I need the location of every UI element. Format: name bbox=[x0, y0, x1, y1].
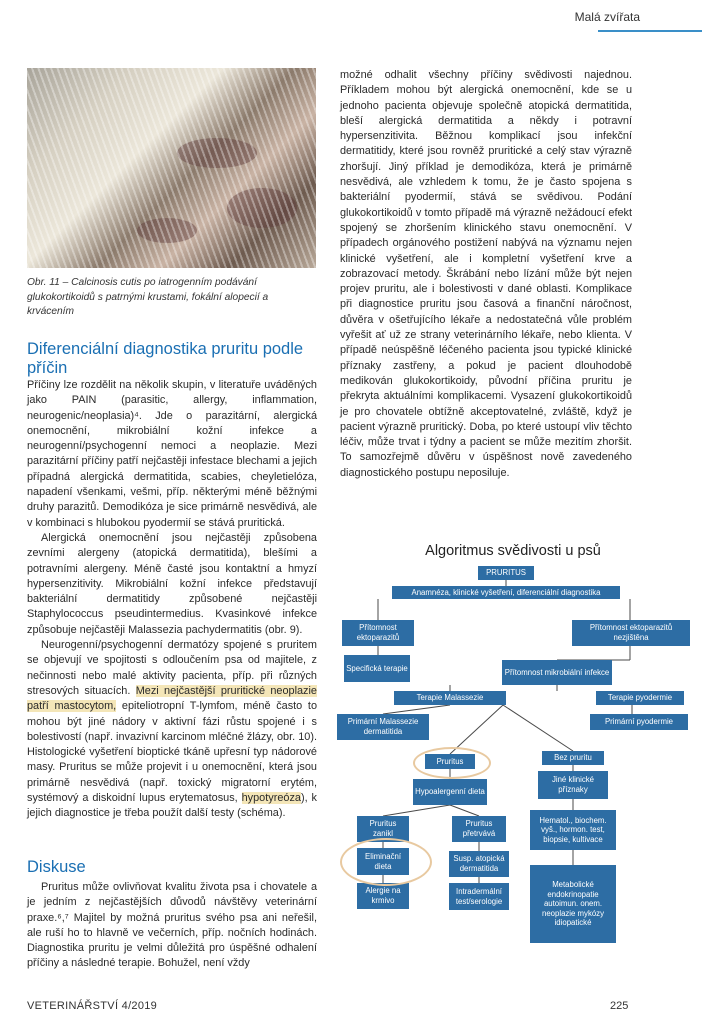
node-pruritus: PRURITUS bbox=[478, 566, 534, 580]
node-intradermalni: Intradermální test/serologie bbox=[449, 883, 509, 910]
node-pruritus-pretrvava: Pruritus přetrvává bbox=[452, 816, 506, 842]
text-run: ), k jejich diagnostice je třeba použít další testy (schéma). bbox=[27, 792, 318, 820]
text-run: Neurogenní/psychogenní dermatózy spojené s pruritem se objevují ve spojitosti s odloučením psa od majitele, z nečinnosti nebo malé aktivity pacienta, příp. při různých stresových situacích. bbox=[27, 639, 317, 697]
node-terapie-malassezie: Terapie Malassezie bbox=[394, 691, 506, 705]
node-mikrobialni-infekce: Přítomnost mikrobiální infekce bbox=[502, 660, 612, 685]
node-susp-atopicka: Susp. atopická dermatitida bbox=[449, 851, 509, 877]
node-eliminacni-dieta: Eliminační dieta bbox=[357, 848, 409, 875]
node-pruritus-zanikl: Pruritus zanikl bbox=[357, 816, 409, 842]
node-bez-pruritu: Bez pruritu bbox=[542, 751, 604, 765]
node-specificka-terapie: Specifická terapie bbox=[344, 655, 410, 682]
node-alergie-na-krmivo: Alergie na krmivo bbox=[357, 883, 409, 909]
section-heading: Diferenciální diagnostika pruritu podle příčin bbox=[27, 340, 304, 377]
node-anamneza: Anamnéza, klinické vyšetření, diferenciální diagnostika bbox=[392, 586, 620, 599]
node-ektoparazity-nezjistena: Přítomnost ektoparazitů nezjištěna bbox=[572, 620, 690, 646]
section-heading: Diskuse bbox=[27, 858, 86, 876]
paragraph: možné odhalit všechny příčiny svědivosti najednou. Příkladem mohou být alergická onemocnění, kde se u jednoho pacienta objevuje společně atopická dermatitida, bleší alergická dermatitida a někdy i potravní hypersenzitivita. Běžnou komplikací jsou infekční dermatitidy, které jsou rovněž pruritické a celý stav výrazně zhoršují. Jiný příklad je demodikóza, která je primárně nesvědivá, ale vzhledem k tomu, že je často spojena s bakteriální pyodermií, stává se svědivou. Podání glukokortikoidů v tomto případě má výrazně nežádoucí efekt spojený se zhoršením klinického stavu onemocnění. V případech orgánového postižení nabývá na významu nejen klinické vyšetření, ale i kompletní vyšetření krve a zobrazovací metody. Škrábání nebo lízání může být nejen projev pruritu, ale i bolestivosti v dané oblasti. Komplikace při diagnostice pruritu jsou časová a finanční náročnost, důvěra v ošetřujícího lékaře a nedostatečná vůle problém vyřešit ať už ze strany veterinárního lékaře, nebo klienta. V případě neúspěšně léčeného pacienta jsou typické klinické příznaky zastřeny, a pokud je pacient dlouhodobě medikován glukokortikoidy, původní příčina pruritu je překryta aktuálními komplikacemi. Vysazení glukokortikoidů je pro chovatele obtížně akceptovatelné, zvláště, když je pacient výrazně pruritický. Doba, po které ustoupí vliv těchto léčiv, může trvat i týdny a pacient se může mezitím zhoršit. To samozřejmě důvěru v úspěšnost nově zavedeného diagnostického postupu neposiluje. bbox=[340, 69, 632, 479]
running-head: Malá zvířata bbox=[574, 10, 640, 24]
node-jine-priznaky: Jiné klinické příznaky bbox=[538, 771, 608, 799]
node-pruritus-mid: Pruritus bbox=[425, 754, 475, 769]
highlighted-text: hypotyreóza bbox=[241, 792, 301, 805]
node-primarni-pyodermie: Primární pyodermie bbox=[590, 714, 688, 730]
node-ektoparazity-pritomnost: Přítomnost ektoparazitů bbox=[342, 620, 414, 646]
node-primarni-malassezie: Primární Malassezie dermatitida bbox=[337, 714, 429, 740]
page-number: 225 bbox=[610, 1000, 629, 1012]
node-hematol: Hematol., biochem. vyš., hormon. test, biopsie, kultivace bbox=[530, 810, 616, 850]
figure-caption: Obr. 11 – Calcinosis cutis po iatrogenním podávání glukokortikoidů s patrnými krustami, fokální alopecií a krvácením bbox=[27, 277, 269, 317]
node-terapie-pyodermie: Terapie pyodermie bbox=[596, 691, 684, 705]
hand-drawn-circle bbox=[340, 838, 432, 886]
paragraph: Pruritus může ovlivňovat kvalitu života psa i chovatele a je jedním z nejčastějších důvodů návštěvy veterinární praxe.⁶,⁷ Majitel by možná pruritus svého psa ani neřešil, ale ruší ho to hlavně ve večerních, příp. nočních hodinách. Diagnostika pruritu je velmi důležitá pro úspěšné odhalení příčiny a následné terapie. Bohužel, není vždy bbox=[27, 881, 317, 970]
node-metabolicke: Metabolické endokrinopatie autoimun. onem. neoplazie mykózy idiopatické bbox=[530, 865, 616, 943]
node-hypoalergenni-dieta: Hypoalergenní dieta bbox=[413, 779, 487, 805]
highlighted-text: Mezi nejčastější pruritické neoplazie patří mastocytom, bbox=[27, 684, 317, 713]
hand-drawn-circle bbox=[413, 747, 491, 779]
footer-journal: VETERINÁŘSTVÍ 4/2019 bbox=[27, 1000, 158, 1012]
text-run: epiteliotropní T-lymfom, méně často to mohou být jiné nádory v aktivní fázi růstu spojené i s bolestivostí (např. invazivní karcinom mléčné žlázy, obr. 10). Histologické vyšetření bioptické tkáně upřesní typ nádorové masy. Pruritus se může projevit i u onemocnění, která jsou primárně nesvědivá (např. toxický migratorní erytém, systémový a diskoidní lupus erytematosus, bbox=[27, 700, 318, 805]
paragraph: Příčiny lze rozdělit na několik skupin, v literatuře uváděných jako PAIN (parasitic, allergy, inflammation, neurogenic/neoplasia)⁴. Jde o parazitární, alergická onemocnění, mikrobiální kožní infekce a neurogenní/psychogenní nemoci a neoplazie. Mezi parazitární příčiny patří nejčastěji infestace blechami a jejich případná alergická dermatitida, scabies, cheyletielóza, napadení všenkami, vešmi, příp. některými méně běžnými druhy parazitů. Demodikóza je sice primárně nesvědivá, ale v kombinaci s hlubokou pyodermií se stává pruritická. bbox=[27, 379, 317, 529]
paragraph: Alergická onemocnění jsou nejčastěji způsobena zevními alergeny (atopická dermatitida), blešími a potravními alergeny. Méně časté jsou kontaktní a hmyzí hypersenzitivity. Mikrobiální kožní infekce představují bakteriální dermatitidy způsobené nejčastěji Staphylococcus pseudintermedius. Kvasinkové infekce způsobuje nejčastěji Malassezia pachydermatitis (obr. 9). bbox=[27, 531, 317, 636]
diagram-title: Algoritmus svědivosti u psů bbox=[425, 543, 601, 559]
